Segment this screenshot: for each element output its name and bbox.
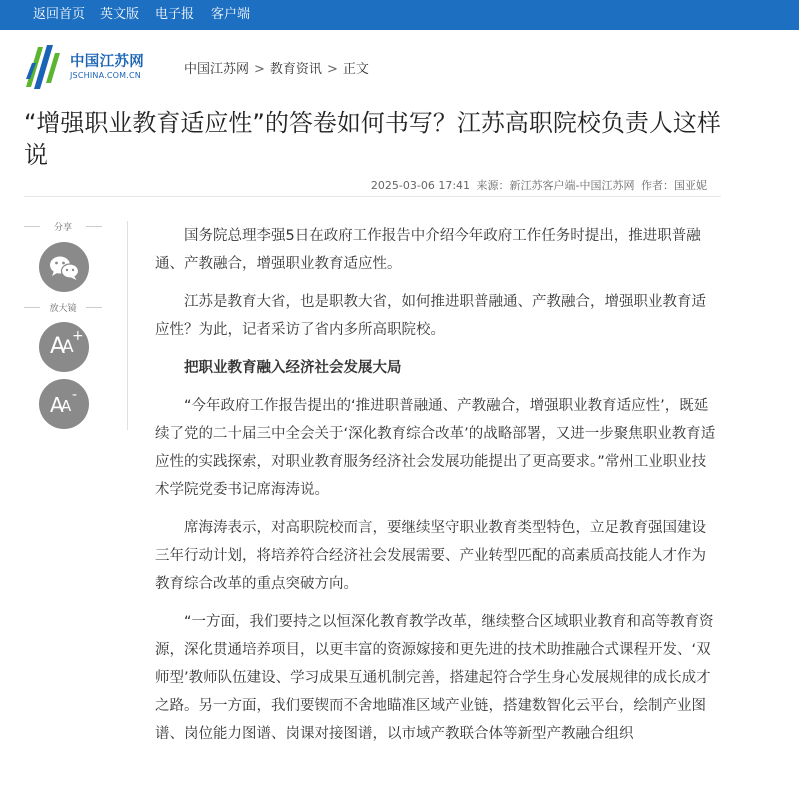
article-date: 2025-03-06 17:41 (370, 179, 471, 192)
breadcrumb-home[interactable]: 中国江苏网 (184, 62, 250, 77)
font-increase-a2: A (62, 337, 74, 357)
title-divider (24, 196, 721, 197)
font-decrease-a: A (50, 393, 64, 417)
font-increase-a: A (50, 334, 66, 359)
wechat-share-button[interactable] (39, 242, 89, 292)
font-decrease-button[interactable] (39, 379, 89, 429)
article-author: 作者：国亚妮 (641, 179, 707, 192)
nav-home-link[interactable]: 返回首页 (33, 7, 86, 22)
article-paragraph: 国务院总理李强5日在政府工作报告中介绍今年政府工作任务时提出，推进职普融通、产教融合，增强职业教育适应性。 (155, 228, 701, 272)
zoom-label: 放大镜 (24, 301, 102, 314)
font-increase-button[interactable] (39, 322, 89, 372)
nav-epaper-link[interactable]: 电子报 (155, 7, 195, 22)
top-nav-bar (0, 0, 799, 30)
nav-english-link[interactable]: 英文版 (100, 7, 140, 22)
breadcrumb-education-news[interactable]: 教育资讯 (269, 62, 322, 77)
article-meta (368, 177, 707, 193)
share-label: 分享 (24, 220, 102, 233)
article-source: 来源：新江苏客户端-中国江苏网 (476, 179, 635, 192)
article-subheading: 把职业教育融入经济社会发展大局 (184, 360, 402, 376)
article-title: “增强职业教育适应性”的答卷如何书写？江苏高职院校负责人这样说 (24, 109, 721, 169)
logo-mark-icon (24, 43, 66, 91)
logo-text-en: JSCHINA.COM.CN (70, 71, 141, 80)
font-decrease-a2: A (61, 397, 72, 415)
minus-icon: - (72, 387, 78, 403)
logo-text-cn: 中国江苏网 (70, 54, 144, 70)
breadcrumb-current: 正文 (342, 62, 369, 77)
sidebar-divider (127, 221, 128, 430)
article-paragraph: 席海涛表示，对高职院校而言，要继续坚守职业教育类型特色，立足教育强国建设三年行动计划，将培养符合经济社会发展需要、产业转型匹配的高素质高技能人才作为教育综合改革的重点突破方向。 (155, 520, 706, 592)
nav-client-link[interactable]: 客户端 (211, 7, 251, 22)
breadcrumb-separator: > (326, 62, 338, 77)
article-paragraph: “今年政府工作报告提出的‘推进职普融通、产教融合，增强职业教育适应性’，既延续了党的二十届三中全会关于‘深化教育综合改革’的战略部署，又进一步聚焦职业教育适应性的实践探索，对职业教育服务经济社会发展功能提出了更高要求。”常州工业职业技术学院党委书记席海涛说。 (155, 398, 716, 498)
plus-icon: + (72, 328, 84, 344)
article-paragraph: “一方面，我们要持之以恒深化教育教学改革，继续整合区域职业教育和高等教育资源，深化贯通培养项目，以更丰富的资源嫁接和更先进的技术助推融合式课程开发、‘双师型’教师队伍建设、学习成果互通机制完善，搭建起符合学生身心发展规律的成长成才之路。另一方面，我们要锲而不舍地瞄准区域产业链，搭建数智化云平台，绘制产业图谱、岗位能力图谱、岗课对接图谱，以市域产教联合体等新型产教融合组织 (155, 614, 714, 742)
wechat-icon (39, 242, 89, 292)
article-body (155, 222, 720, 758)
article-paragraph: 江苏是教育大省，也是职教大省，如何推进职普融通、产教融合，增强职业教育适应性？为此，记者采访了省内多所高职院校。 (155, 294, 706, 338)
breadcrumb-separator: > (254, 62, 265, 77)
breadcrumb (184, 58, 369, 77)
site-logo[interactable] (24, 43, 159, 91)
